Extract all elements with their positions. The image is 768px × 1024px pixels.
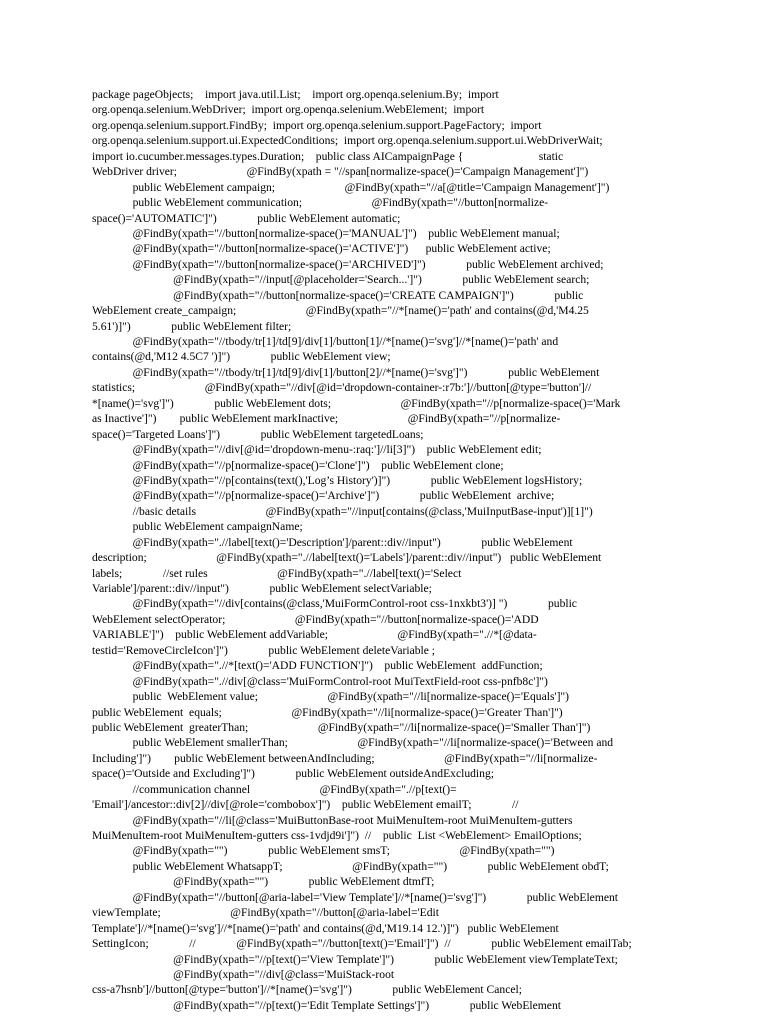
text-line: //communication channel @FindBy(xpath=".//p[text()=	[92, 782, 457, 796]
text-line: @FindBy(xpath="//p[text()='View Template']") public WebElement viewTemplateText;	[92, 952, 618, 966]
text-line: org.openqa.selenium.WebDriver; import org.openqa.selenium.WebElement; import	[92, 103, 485, 117]
text-line: statistics; @FindBy(xpath="//div[@id='dropdown-container-:r7b:']//button[@type='button']//	[92, 381, 592, 395]
text-line: org.openqa.selenium.support.FindBy; import org.openqa.selenium.support.PageFactory; import	[92, 118, 542, 132]
text-line: VARIABLE']") public WebElement addVariable; @FindBy(xpath=".//*[@data-	[92, 628, 537, 642]
text-line: @FindBy(xpath="//tbody/tr[1]/td[9]/div[1]/button[1]//*[name()='svg']//*[name()='path' and	[92, 335, 559, 348]
text-line: @FindBy(xpath="//p[normalize-space()='Archive']") public WebElement archive;	[92, 489, 555, 503]
text-line: as Inactive']") public WebElement markInactive; @FindBy(xpath="//p[normalize-	[92, 412, 561, 426]
text-line: @FindBy(xpath="//div[contains(@class,'MuiFormControl-root css-1nxkbt3')] ") public	[92, 597, 577, 611]
text-line: WebDriver driver; @FindBy(xpath = "//span[normalize-space()='Campaign Management']")	[92, 165, 589, 179]
text-line: public WebElement equals; @FindBy(xpath="//li[normalize-space()='Greater Than']")	[92, 705, 563, 719]
text-line: SettingIcon; // @FindBy(xpath="//button[text()='Email']") // public WebElement emailTab;	[92, 937, 632, 951]
text-line: @FindBy(xpath="//p[text()='Edit Template Settings']") public WebElement	[92, 998, 561, 1012]
text-line: public WebElement greaterThan; @FindBy(xpath="//li[normalize-space()='Smaller Than']")	[92, 720, 591, 734]
text-line: MuiMenuItem-root MuiMenuItem-gutters css-1vdjd9i']") // public List <WebElement> EmailOptions;	[92, 829, 582, 842]
text-line: @FindBy(xpath="") public WebElement smsT; @FindBy(xpath="")	[92, 844, 555, 858]
text-line: @FindBy(xpath="//button[normalize-space()='CREATE CAMPAIGN']") public	[92, 288, 584, 302]
text-line: Including']") public WebElement betweenAndIncluding; @FindBy(xpath="//li[normalize-	[92, 751, 598, 765]
text-line: @FindBy(xpath="//div[@class='MuiStack-root	[92, 967, 395, 981]
text-line: @FindBy(xpath="//li[@class='MuiButtonBase-root MuiMenuItem-root MuiMenuItem-gutters	[92, 813, 573, 827]
text-line: labels; //set rules @FindBy(xpath=".//label[text()='Select	[92, 566, 462, 580]
text-line: @FindBy(xpath=".//label[text()='Description']/parent::div//input") public WebElement	[92, 535, 573, 549]
text-line: package pageObjects; import java.util.List; import org.openqa.selenium.By; import	[92, 88, 499, 101]
text-line: @FindBy(xpath="//div[@id='dropdown-menu-:raq:']//li[3]") public WebElement edit;	[92, 443, 542, 457]
text-line: viewTemplate; @FindBy(xpath="//button[@aria-label='Edit	[92, 906, 439, 920]
text-line: public WebElement campaign; @FindBy(xpath="//a[@title='Campaign Management']")	[92, 180, 610, 194]
text-line: WebElement selectOperator; @FindBy(xpath="//button[normalize-space()='ADD	[92, 612, 539, 626]
text-line: org.openqa.selenium.support.ui.ExpectedConditions; import org.openqa.selenium.support.ui.WebDriverWait;	[92, 134, 603, 148]
text-line: space()='AUTOMATIC']") public WebElement automatic;	[92, 211, 401, 225]
text-line: public WebElement campaignName;	[92, 520, 303, 534]
text-line: WebElement create_campaign; @FindBy(xpath="//*[name()='path' and contains(@d,'M4.25	[92, 304, 589, 318]
text-line: public WebElement WhatsappT; @FindBy(xpath="") public WebElement obdT;	[92, 859, 609, 873]
text-line: Template']//*[name()='svg']//*[name()='path' and contains(@d,'M19.14 12.')]") public WebElement	[92, 921, 559, 935]
text-line: @FindBy(xpath="//input[@placeholder='Search...']") public WebElement search;	[92, 273, 590, 287]
text-line: public WebElement smallerThan; @FindBy(xpath="//li[normalize-space()='Between and	[92, 736, 614, 750]
text-line: 5.61')]") public WebElement filter;	[92, 319, 292, 333]
text-line: @FindBy(xpath="//button[normalize-space()='MANUAL']") public WebElement manual;	[92, 226, 560, 240]
code-text-block	[92, 87, 692, 1013]
text-line: @FindBy(xpath="//p[normalize-space()='Clone']") public WebElement clone;	[92, 458, 504, 472]
text-line: Variable']/parent::div//input") public WebElement selectVariable;	[92, 582, 432, 595]
text-line: //basic details @FindBy(xpath="//input[contains(@class,'MuiInputBase-input')][1]")	[92, 504, 593, 518]
text-line: @FindBy(xpath="//p[contains(text(),'Log’s History')]") public WebElement logsHistory;	[92, 473, 583, 487]
text-line: @FindBy(xpath="//button[normalize-space()='ARCHIVED']") public WebElement archived;	[92, 257, 604, 271]
text-line: @FindBy(xpath="") public WebElement dtmfT;	[92, 875, 435, 889]
text-line: *[name()='svg']") public WebElement dots; @FindBy(xpath="//p[normalize-space()='Mark	[92, 396, 621, 410]
text-line: space()='Targeted Loans']") public WebElement targetedLoans;	[92, 427, 424, 441]
text-line: testid='RemoveCircleIcon']") public WebElement deleteVariable ;	[92, 643, 436, 657]
text-line: @FindBy(xpath=".//*[text()='ADD FUNCTION']") public WebElement addFunction;	[92, 659, 543, 673]
text-line: space()='Outside and Excluding']") public WebElement outsideAndExcluding;	[92, 767, 494, 781]
text-line: public WebElement value; @FindBy(xpath="//li[normalize-space()='Equals']")	[92, 690, 570, 704]
text-line: css-a7hsnb']//button[@type='button']//*[name()='svg']") public WebElement Cancel;	[92, 983, 522, 997]
text-line: contains(@d,'M12 4.5C7 ')]") public WebElement view;	[92, 350, 391, 364]
text-line: @FindBy(xpath="//button[normalize-space()='ACTIVE']") public WebElement active;	[92, 242, 551, 256]
text-line: @FindBy(xpath="//tbody/tr[1]/td[9]/div[1]/button[2]//*[name()='svg']") public WebElement	[92, 365, 600, 379]
text-line: description; @FindBy(xpath=".//label[text()='Labels']/parent::div//input") public WebElement	[92, 551, 602, 565]
text-line: public WebElement communication; @FindBy(xpath="//button[normalize-	[92, 196, 549, 210]
text-line: import io.cucumber.messages.types.Duration; public class AICampaignPage { static	[92, 149, 564, 163]
text-line: @FindBy(xpath=".//div[@class='MuiFormControl-root MuiTextField-root css-pnfb8c']")	[92, 674, 548, 688]
text-line: @FindBy(xpath="//button[@aria-label='View Template']//*[name()='svg']") public WebElement	[92, 890, 618, 904]
text-line: 'Email']/ancestor::div[2]//div[@role='combobox']") public WebElement emailT; //	[92, 798, 519, 812]
